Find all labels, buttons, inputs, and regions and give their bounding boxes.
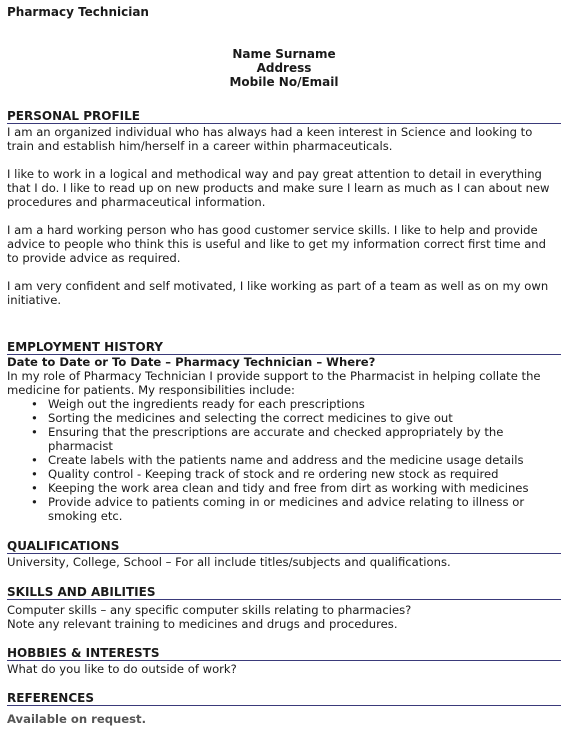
section-title-hobbies: HOBBIES & INTERESTS [7, 647, 561, 661]
hobbies-body [7, 662, 559, 676]
candidate-contact: Mobile No/Email [229, 75, 339, 89]
skills-line: Computer skills – any specific computer skills relating to pharmacies? [7, 603, 412, 617]
personal-profile-body [7, 125, 559, 307]
profile-paragraph: I am a hard working person who has good customer service skills. I like to help and provide advice to people who think this is useful and like to get my information correct first time and to provide advice as required. [7, 223, 547, 265]
profile-paragraph: I am very confident and self motivated, I like working as part of a team as well as on my own initiative. [7, 279, 549, 307]
section-title-personal-profile: PERSONAL PROFILE [7, 110, 561, 124]
profile-paragraph: I like to work in a logical and methodical way and pay great attention to detail in everything that I do. I like to read up on new products and make sure I learn as much as I can about new procedures and pharmaceutical information. [7, 167, 550, 209]
document-title: Pharmacy Technician [7, 5, 149, 19]
skills-line: Note any relevant training to medicines and drugs and procedures. [7, 617, 398, 631]
list-item: • Quality control - Keeping track of stock and re ordering new stock as required [48, 467, 559, 481]
contact-header [7, 47, 561, 89]
section-title-employment-history: EMPLOYMENT HISTORY [7, 341, 561, 355]
profile-paragraph: I am an organized individual who has always had a keen interest in Science and looking to train and establish him/herself in a career within pharmaceuticals. [7, 125, 533, 153]
list-item: • Keeping the work area clean and tidy and free from dirt as working with medicines [48, 481, 559, 495]
candidate-address: Address [256, 61, 312, 75]
employment-history-body [7, 355, 559, 523]
references-text: Available on request. [7, 712, 146, 726]
section-title-references: REFERENCES [7, 692, 561, 706]
qualifications-text: University, College, School – For all include titles/subjects and qualifications. [7, 555, 451, 569]
job-intro: In my role of Pharmacy Technician I provide support to the Pharmacist in helping collate the medicine for patients. My responsibilities include: [7, 369, 541, 397]
section-title-qualifications: QUALIFICATIONS [7, 540, 561, 554]
references-body [7, 712, 559, 726]
list-item: • Provide advice to patients coming in or medicines and advice relating to illness or smoking etc. [48, 495, 559, 523]
list-item: • Create labels with the patients name and address and the medicine usage details [48, 453, 559, 467]
job-title: Date to Date or To Date – Pharmacy Technician – Where? [7, 355, 376, 369]
skills-body [7, 603, 559, 631]
list-item: • Weigh out the ingredients ready for each prescriptions [48, 397, 559, 411]
section-title-skills: SKILLS AND ABILITIES [7, 586, 561, 600]
responsibilities-list [7, 397, 559, 523]
hobbies-text: What do you like to do outside of work? [7, 662, 237, 676]
list-item: • Ensuring that the prescriptions are accurate and checked appropriately by the pharmacist [48, 425, 559, 453]
qualifications-body [7, 555, 559, 569]
list-item: • Sorting the medicines and selecting the correct medicines to give out [48, 411, 559, 425]
candidate-name: Name Surname [232, 47, 336, 61]
